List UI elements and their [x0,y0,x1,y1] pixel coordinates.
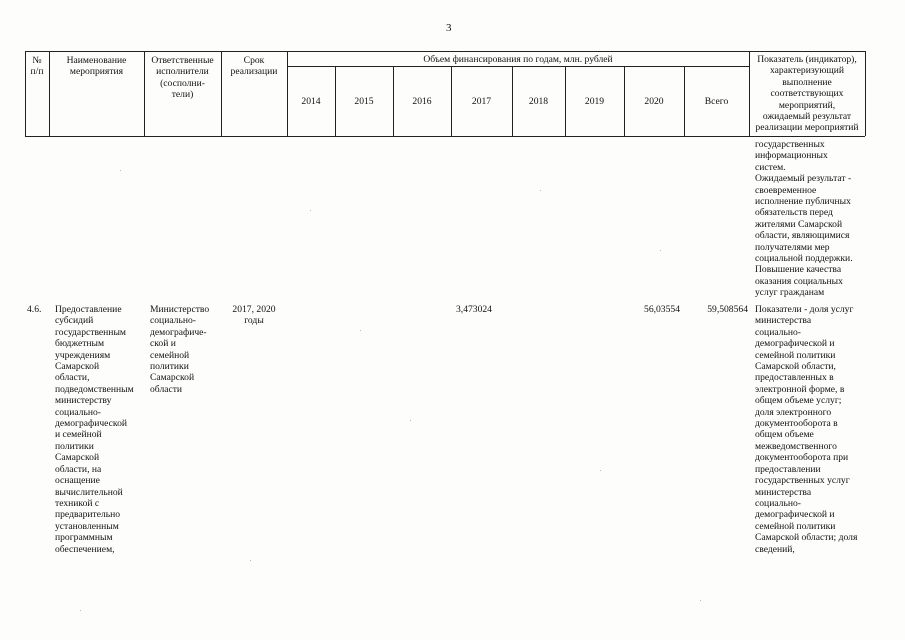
header-year: 2020 [644,96,664,107]
continuation-line: услуг гражданам [755,287,825,299]
row-value-2020: 56,03554 [644,304,680,315]
header-year: 2017 [471,96,492,107]
header-year: 2018 [528,96,549,107]
header-name: Наименование мероприятия [66,55,127,78]
continuation-line: своевременное [755,184,817,196]
header-top-border [25,51,865,52]
header-term: Срок реализации [230,55,278,78]
continuation-line: обязательств перед [755,207,833,219]
row-term: 2017, 2020 годы [232,304,276,327]
row-executors: Министерство социально- демографиче- ской и семейной политики Самарской области [150,304,210,395]
continuation-line: исполнение публичных [755,196,851,208]
continuation-line: социальной поддержки. [755,253,853,265]
header-executors: Ответственные исполнители (сосполни- тели) [151,55,214,101]
row-value-2017: 3,473024 [456,304,492,315]
page-number: 3 [446,22,452,34]
continuation-line: Ожидаемый результат - [755,173,852,185]
row-number: 4.6. [27,304,42,315]
col-border [865,51,866,136]
continuation-line: государственных [755,139,825,150]
continuation-line: систем. [755,161,786,173]
header-num: № п/п [30,55,44,78]
indicator-continuation [755,139,865,299]
row-total: 59,508564 [707,304,748,315]
financing-divider [287,66,749,67]
continuation-line: получателями мер [755,241,830,253]
row-indicator: Показатели - доля услуг министерства социально- демографической и семейной политики Самарской области, предоставленных в электронной форме, в общем объеме услуг; доля электронного документооборота в общем объеме межведомственного документооборота при предоставлении государственных услуг министерства социально- демографической и семейной политики Самарской области; доля сведений, [755,304,858,555]
header-year: 2014 [301,96,321,107]
row-name: Предоставление субсидий государственным бюджетным учреждениям Самарской области, подведомственным министерству социально- демографической и семейной политики Самарской области, на оснащение вычислительной техникой с предварительно установленным программным обеспечением, [55,304,134,555]
header-year: 2015 [354,96,374,107]
header-total: Всего [704,96,729,107]
header-indicator: Показатель (индикатор), характеризующий выполнение соответствующих мероприятий, ожидаемый результат реализации мероприятий [755,54,859,134]
continuation-line: области, являющимися [755,230,850,242]
header-year: 2016 [412,96,432,107]
continuation-line: Повышение качества [755,264,842,276]
continuation-line: оказания социальных [755,275,843,287]
header-year: 2019 [584,96,605,107]
header-financing: Объем финансирования по годам, млн. рублей [423,54,613,65]
continuation-line: жителями Самарской [755,218,843,230]
continuation-line: информационных [755,150,828,162]
header-bottom-border [25,136,865,137]
